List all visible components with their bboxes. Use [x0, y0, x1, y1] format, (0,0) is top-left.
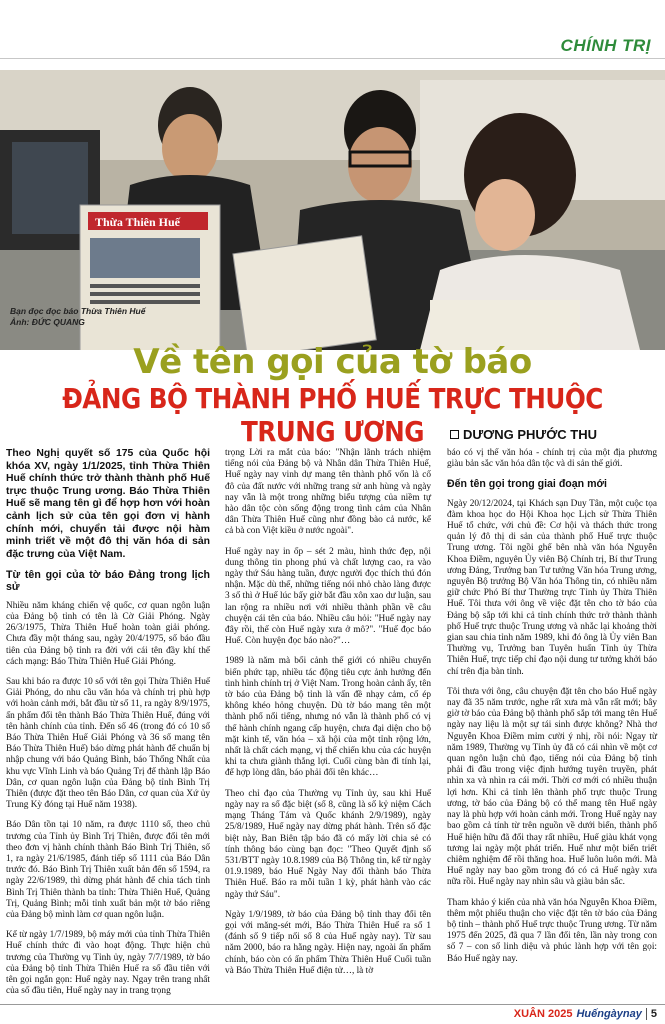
lead-paragraph: Theo Nghị quyết số 175 của Quốc hội khóa XV, ngày 1/1/2025, tỉnh Thừa Thiên Huế chính thức trở thành thành phố Huế trực thuộc Trung ương. Báo Thừa Thiên Huế sẽ mang tên gì để hợp hơn với hoàn cảnh lịch sử của tên gọi đơn vị hành chính mới, chuyển tải được nội hàm minh triết về một đô thị văn hóa di sản đặc trưng của Việt Nam.: [6, 448, 210, 560]
paragraph: Báo Dân tồn tại 10 năm, ra được 1110 số, theo chủ trương của Tỉnh ủy Bình Trị Thiên, được đổi tên mới theo đơn vị hành chính thành Báo Bình Trị Thiên, số 1, ra ngày 21/6/1985, đánh tiếp số 1111 của Báo Dân trước đó. Báo Bình Trị Thiên xuất bản đến số 1594, ra ngày 22/6/1989, thì dừng phát hành để chia tách tỉnh Bình Trị Thiên thành ba tỉnh: Thừa Thiên Huế, Quảng Trị, Quảng Bình; mỗi tỉnh xuất bản một tờ báo riêng của Đảng bộ mình làm cơ quan ngôn luận.: [6, 820, 210, 921]
headline-line1: Về tên gọi của tờ báo: [133, 342, 532, 382]
paragraph: Ngày 1/9/1989, tờ báo của Đảng bộ tỉnh thay đổi tên gọi với măng-sét mới, Báo Thừa Thiên Huế ra số 1 (đánh số 9 tiếp nối số 8 của Huế ngày nay). Từ sau năm 2000, báo ra hằng ngày. Hiện nay, ngoài ấn phẩm chính, báo còn có ấn phẩm Thừa Thiên Huế Cuối tuần và Báo Thừa Thiên Huế điện tử…, là tờ: [225, 909, 431, 976]
paragraph: Nhiều năm kháng chiến vệ quốc, cơ quan ngôn luận của Đảng bộ tỉnh có tên là Cờ Giải Phóng. Ngày 26/3/1975, Thừa Thiên Huế hoàn toàn giải phóng. Chưa đầy một tháng sau, ngày 20/4/1975, số báo đầu tiên của Đảng bộ tỉnh ra đời với cái tên đầy khí thế cách mạng: Báo Thừa Thiên Huế Giải Phóng.: [6, 600, 210, 667]
author-name: DƯƠNG PHƯỚC THU: [463, 427, 598, 442]
paragraph: Huế ngày nay in ốp – sét 2 màu, hình thức đẹp, nội dung thông tin phong phú và chất lượng cao, ra vào ngày thứ Sáu hàng tuần, được người đọc thích thú đón nhận. Mặc dù thế, những tiếng nói nhỏ chào làng được 3 số thì ở Huế lúc bấy giờ bắt đầu xôn xao dư luận, sau lan rộng ra nhiều nơi với nhiều thành phần về câu chuyện cái tên của báo. Nhiều câu hỏi: "Huế ngày nay đây rồi, thế còn Huế ngày xưa ở mô?". "Huế đọc báo Huế. Còn huyện đọc báo nào?"…: [225, 546, 431, 647]
headline-line2: ĐẢNG BỘ THÀNH PHỐ HUẾ TRỰC THUỘC TRUNG ƯƠNG: [62, 382, 603, 448]
page-number: 5: [646, 1008, 657, 1020]
newspaper-masthead: Thừa Thiên Huế: [95, 215, 181, 229]
section-rule: [0, 58, 665, 59]
caption-line2: Ảnh: ĐỨC QUANG: [10, 317, 85, 327]
paragraph: trọng Lời ra mắt của báo: "Nhận lãnh trách nhiệm tiếng nói của Đảng bộ và Nhân dân Thừa Thiên Huế, Huế ngày nay vinh dự mang tên thành phố vốn là cố đô của đất nước với những trang sử anh hùng và ngày nay vẫn là một trong những biểu tượng của niềm tự hào dân tộc còn sống động trong tình cảm của Nhân dân Thừa Thiên Huế cũng như đồng bào cả nước, kể cả bà con Việt kiều ở nước ngoài".: [225, 448, 431, 537]
paragraph: Kể từ ngày 1/7/1989, bộ máy mới của tỉnh Thừa Thiên Huế chính thức đi vào hoạt động. Thực hiện chủ trương của Thường vụ Tỉnh ủy, ngày 7/7/1989, tờ báo của Đảng bộ tỉnh Thừa Thiên Huế ra số đầu tiên với tên gọi ngắn gọn: Huế ngày nay. Ngay trên trang nhất của số đầu tiên, Huế ngày nay in trang trọng: [6, 930, 210, 997]
paragraph: Tham khảo ý kiến của nhà văn hóa Nguyễn Khoa Điềm, thêm một phiếu thuận cho việc đặt tên tờ báo của Đảng bộ tỉnh – thành phố Huế trực thuộc Trung ương. Từ năm 1975 đến 2025, đã qua 7 lần đổi tên, lần này trong con số 7 – con số linh diệu và phúc lành hợp với tên gọi: Báo Huế ngày nay.: [447, 897, 657, 964]
page-footer: [514, 1008, 657, 1020]
subheading-history: Từ tên gọi của tờ báo Đảng trong lịch sử: [6, 569, 210, 593]
column-1: [6, 448, 210, 1006]
square-bullet-icon: [450, 430, 459, 439]
paragraph: Ngày 20/12/2024, tại Khách sạn Duy Tân, một cuộc tọa đàm khoa học do Hội Khoa học Lịch sử Thừa Thiên Huế tổ chức, với chủ đề: Cơ hội và thách thức trong quản lý đô thị di sản của thành phố Huế trực thuộc Trung ương. Tôi ngồi ghế bên nhà văn hóa Nguyễn Khoa Điềm, nguyên Ủy viên Bộ Chính trị, Bí thư Trung ương Đảng, Trưởng ban Tư tưởng Văn hóa Trung ương, nguyên Bộ trưởng Bộ Văn hóa Thông tin, có nhiều năm giữ chức Phó Bí thư Thường trực Tỉnh ủy Thừa Thiên Huế. Tôi thưa với ông về việc đặt tên cho tờ báo của Đảng bộ sắp tới khi cả tỉnh chính thức trở thành thành phố Huế trực thuộc Trung ương và nhắc lại khoảng thời gian sau chia tỉnh năm 1989, khi đó ông là Ủy viên Ban Thường vụ, Trưởng ban Tuyên huấn Tỉnh ủy Thừa Thiên Huế, trực tiếp chỉ đạo nội dung tư tưởng khởi báo chí trên địa bàn tỉnh.: [447, 498, 657, 677]
column-2: [225, 448, 431, 986]
photo-caption: [10, 306, 145, 328]
subheading-new-era: Đến tên gọi trong giai đoạn mới: [447, 478, 607, 491]
caption-line1: Bạn đọc đọc báo Thừa Thiên Huế: [10, 306, 146, 316]
paragraph: Tôi thưa với ông, câu chuyện đặt tên cho báo Huế ngày nay đã 35 năm trước, nghe rất xưa mà vẫn rất mới; bây giờ tờ báo của Đảng bộ thành phố sắp tới mang tên Huế ngày nay liệu là một sự tái sinh được không? Nhà thơ Nguyễn Khoa Điềm mỉm cười ý nhị, rồi nói: Ngay từ năm 1989, Thường vụ Tỉnh ủy đã có cái nhìn về một cơ quan ngôn luận chủ đạo, tiếng nói của Đảng bộ tỉnh phải đi đầu trong việc định hướng tuyên truyền, phát nhìn xa và nhìn ra cái mới. Thời cơ mới có nhiều thuận lợi hơn. Khi cả tỉnh lên thành phố trực thuộc Trung ương, tờ báo của Đảng bộ có thể mang tên Huế ngày nay là phù hợp với hoàn cảnh mới. Trong Huế ngày nay bao gồm cả tính từ trên nguồn về dưới biển, thành phố Huế hiện hữu đã đổi thay rất nhiều, Huế giàu khát vọng tương lai ngày một phát triển. Huế như một biển triết chiêm nghiệm để rồi thăng hoa. Huế luôn luôn mới. Mà Huế ngày nay bao gồm trong đó có cả Huế ngày xưa nữa rồi. Huế ngày nay nhìn sâu và giàu bản sắc.: [447, 686, 657, 888]
footer-rule: [0, 1004, 665, 1005]
column-3: [447, 448, 657, 974]
section-tag: CHÍNH TRỊ: [560, 36, 651, 55]
issue-label: XUÂN 2025: [513, 1008, 573, 1020]
paragraph: 1989 là năm mà bối cảnh thế giới có nhiều chuyển biến phức tạp, nhiều tác động tiêu cực ảnh hưởng đến tình hình chính trị ở Việt Nam. Trong hoàn cảnh ấy, tên tờ báo của Đảng bộ tỉnh là vấn đề nhạy cảm, cố ép không khéo hỏng chuyện. Dù tờ báo mang tên một thành phố nổi tiếng, nhưng nó vẫn là thành phố có vị thế hành chính ngang cấp huyện, chưa đại diện cho bộ mặt kinh tế, văn hóa – xã hội của một tỉnh rộng lớn, nhất là chất cách mạng, vị thế chiến khu của các huyện khi ta chưa giành thắng lợi. Cuối cùng bàn đi tính lại, để hợp lòng dân, báo phải đổi tên khác…: [225, 656, 431, 779]
paragraph: Theo chỉ đạo của Thường vụ Tỉnh ủy, sau khi Huế ngày nay ra số đặc biệt (số 8, cũng là số kỷ niệm Cách mạng Tháng Tám và Quốc khánh 2/9/1989), ngày 25/8/1989, Huế ngày nay dừng phát hành. Trên số đặc biệt này, Ban Biên tập báo đã có mấy lời chia sẻ có tính thông báo cùng bạn đọc: "Theo Quyết định số 531/BTT ngày 10.8.1989 của Bộ Thông tin, kể từ ngày 01.9.1989, báo Huế Ngày Nay đổi thành báo Thừa Thiên Huế. Báo ra mỗi tuần 1 kỳ, phát hành vào các ngày thứ Sáu".: [225, 788, 431, 900]
publication-logo: Huếngàynay: [576, 1008, 642, 1020]
byline: [450, 427, 597, 442]
paragraph: Sau khi báo ra được 10 số với tên gọi Thừa Thiên Huế Giải Phóng, do nhu cầu văn hóa và chính trị phù hợp với hoàn cảnh mới, bắt đầu từ số 11, ra ngày 8/9/1975, ấn phẩm đổi tên thành Báo Thừa Thiên Huế, đúng với tên hành chính của tỉnh. Đến số 46 (trong đó có 10 số Báo Thừa Thiên Huế Giải Phóng và 36 số mang tên Báo Thừa Thiên Huế) báo dừng phát hành để chuẩn bị nhập chung với báo Quảng Bình, báo Thống Nhất của khu vực Vĩnh Linh và báo Quảng Trị để thành lập Báo Dân, cơ quan ngôn luận của Đảng bộ tỉnh Bình Trị Thiên (được đặt theo tên Báo Dân, cơ quan của Xứ ủy Trung Kỳ đóng tại Huế năm 1938).: [6, 676, 210, 811]
paragraph: báo có vị thế văn hóa - chính trị của một địa phương giàu bản sắc văn hóa dân tộc và di sản thế giới.: [447, 448, 657, 470]
